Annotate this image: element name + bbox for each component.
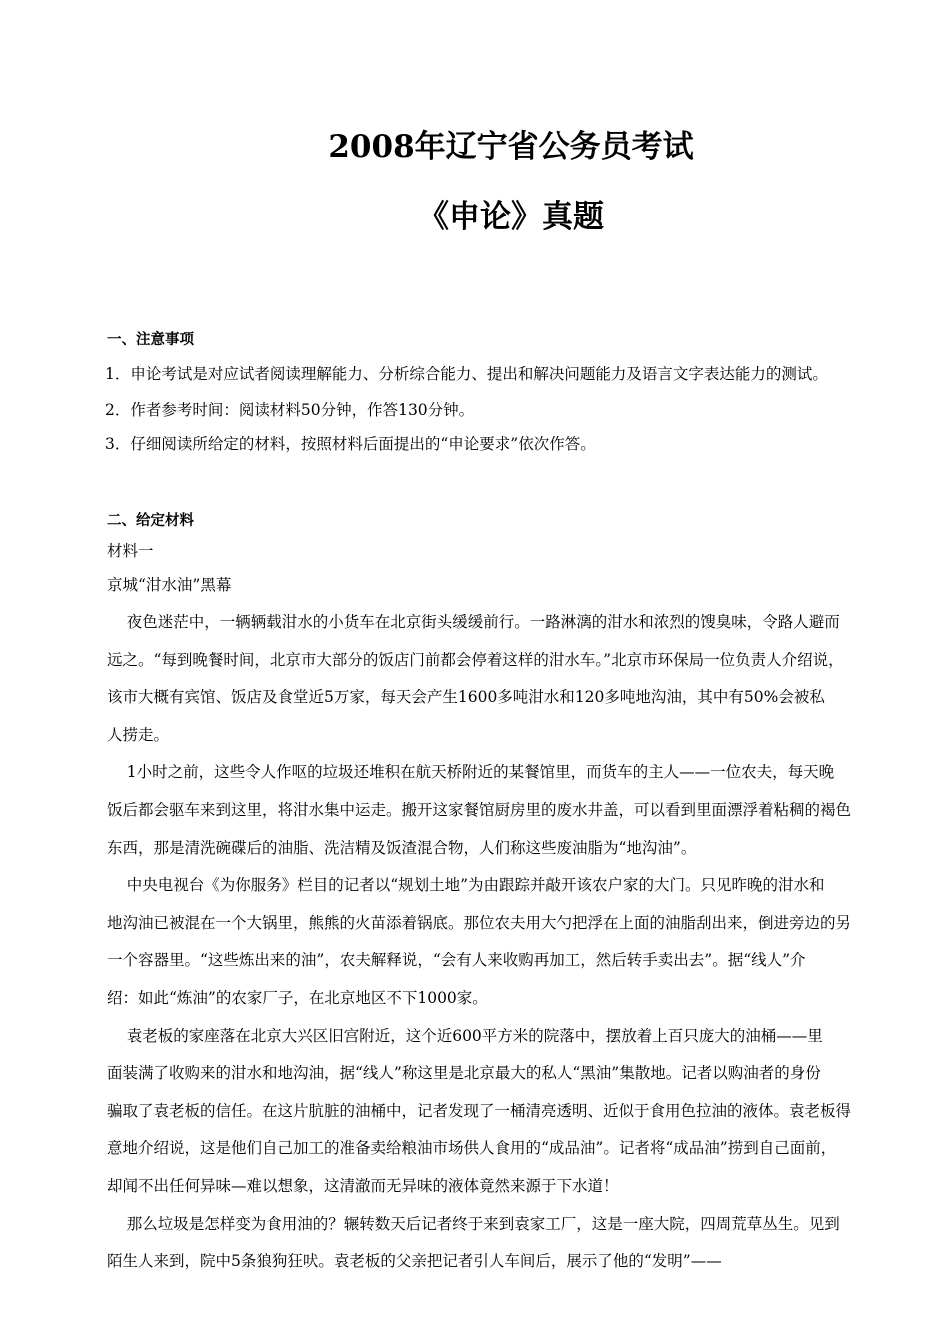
article-line: 中央电视台《为你服务》栏目的记者以“规划土地”为由跟踪并敲开该农户家的大门。只见昨晚的泔水和: [107, 876, 825, 895]
article-line: 骗取了袁老板的信任。在这片肮脏的油桶中，记者发现了一桶清亮透明、近似于食用色拉油的液体。袁老板得: [107, 1101, 852, 1120]
article-line: 却闻不出任何异味—难以想象，这清澈而无异味的液体竟然来源于下水道！: [107, 1176, 619, 1195]
article-line: 夜色迷茫中，一辆辆载泔水的小货车在北京街头缓缓前行。一路淋漓的泔水和浓烈的馊臭味，令路人避而: [107, 613, 840, 631]
article-line: 绍：如此“炼油”的农家厂子，在北京地区不下1000家。: [107, 988, 488, 1007]
note-item: 1．申论考试是对应试者阅读理解能力、分析综合能力、提出和解决问题能力及语言文字表达能力的测试。: [105, 365, 828, 383]
document-title-line2: 《申论》真题: [418, 199, 604, 235]
article-line: 面装满了收购来的泔水和地沟油，据“线人”称这里是北京最大的私人“黑油”集散地。记者以购油者的身份: [107, 1064, 821, 1083]
article-line: 那么垃圾是怎样变为食用油的？辗转数天后记者终于来到袁家工厂，这是一座大院，四周荒草丛生。见到: [107, 1214, 840, 1233]
article-line: 1小时之前，这些令人作呕的垃圾还堆积在航天桥附近的某餐馆里，而货车的主人——一位农夫，每天晚: [107, 763, 835, 782]
article-title: 京城“泔水油”黑幕: [107, 576, 232, 594]
article-line: 一个容器里。“这些炼出来的油”，农夫解释说，“会有人来收购再加工，然后转手卖出去”。据“线人”介: [107, 951, 806, 970]
section-heading-notes: 一、注意事项: [107, 331, 194, 348]
article-text: [107, 604, 889, 1281]
article-line: 远之。“每到晚餐时间，北京市大部分的饭店门前都会停着这样的泔水车。”北京市环保局一位负责人介绍说，: [107, 650, 844, 669]
section-heading-materials: 二、给定材料: [107, 512, 194, 529]
article-line: 人捞走。: [107, 725, 170, 744]
article-line: 该市大概有宾馆、饭店及食堂近5万家，每天会产生1600多吨泔水和120多吨地沟油，其中有50%会被私: [107, 688, 825, 707]
document-title-line1: 2008年辽宁省公务员考试: [328, 129, 694, 165]
article-line: 陌生人来到，院中5条狼狗狂吠。袁老板的父亲把记者引人车间后，展示了他的“发明”——: [107, 1252, 722, 1271]
document-body: [107, 324, 889, 1281]
article-line: 意地介绍说，这是他们自己加工的准备卖给粮油市场供人食用的“成品油”。记者将“成品油”捞到自己面前，: [107, 1139, 837, 1158]
article-line: 东西，那是清洗碗碟后的油脂、洗洁精及饭渣混合物，人们称这些废油脂为“地沟油”。: [107, 838, 697, 857]
article-line: 饭后都会驱车来到这里，将泔水集中运走。搬开这家餐馆厨房里的废水井盖，可以看到里面漂浮着粘稠的褐色: [107, 800, 852, 819]
article-line: 地沟油已被混在一个大锅里，熊熊的火苗添着锅底。那位农夫用大勺把浮在上面的油脂刮出来，倒进旁边的另: [107, 913, 852, 932]
article-line: 袁老板的家座落在北京大兴区旧宫附近，这个近600平方米的院落中，摆放着上百只庞大的油桶——里: [107, 1026, 823, 1045]
material-label: 材料一: [107, 542, 154, 560]
note-item: 3．仔细阅读所给定的材料，按照材料后面提出的“申论要求”依次作答。: [105, 435, 596, 453]
note-item: 2．作者参考时间：阅读材料50分钟，作答130分钟。: [105, 401, 475, 419]
